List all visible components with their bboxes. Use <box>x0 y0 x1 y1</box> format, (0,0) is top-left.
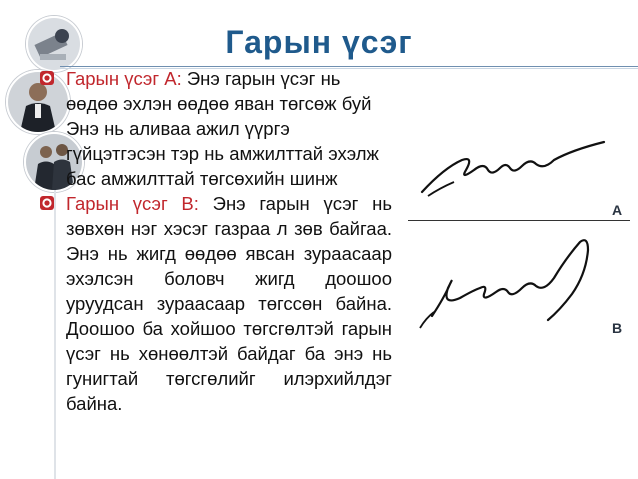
bullet-ring-icon <box>40 196 54 210</box>
bullet-signature-a <box>40 66 392 191</box>
signature-a-label: A <box>612 202 623 218</box>
bullet-list <box>40 66 392 416</box>
bullet-a-label: Гарын үсэг А: <box>66 68 182 89</box>
bullet-b-text: Энэ гарын үсэг нь зөвхөн нэг хэсэг газраа л зөв байгаа. Энэ нь жигд өөдөө явсан зураасаар эхэлсэн боловч жигд доошоо уруудсан зураасаар төгссөн байна. Доошоо ба хойшоо төгсгөлтэй гарын үсэг нь хөнөөлтэй байдаг ба энэ нь гунигтай төгсгөлийг илэрхийлдэг байна. <box>66 193 392 414</box>
bullet-signature-b <box>40 191 392 416</box>
bullet-ring-icon <box>40 71 54 85</box>
signature-b-label: B <box>612 320 623 336</box>
bullet-a-text: Энэ гарын үсэг нь өөдөө эхлэн өөдөө яван төгсөж буй Энэ нь аливаа ажил үүргэ гүйцэтгэсэн тэр нь амжилттай эхэлж бас амжилттай төгсөхийн шинж <box>66 68 379 189</box>
bullet-b-label: Гарын үсэг B: <box>66 193 199 214</box>
signature-divider <box>408 220 630 221</box>
signature-b-image <box>404 228 634 338</box>
signature-a-image <box>404 130 634 210</box>
slide-title: Гарын үсэг <box>225 24 413 60</box>
